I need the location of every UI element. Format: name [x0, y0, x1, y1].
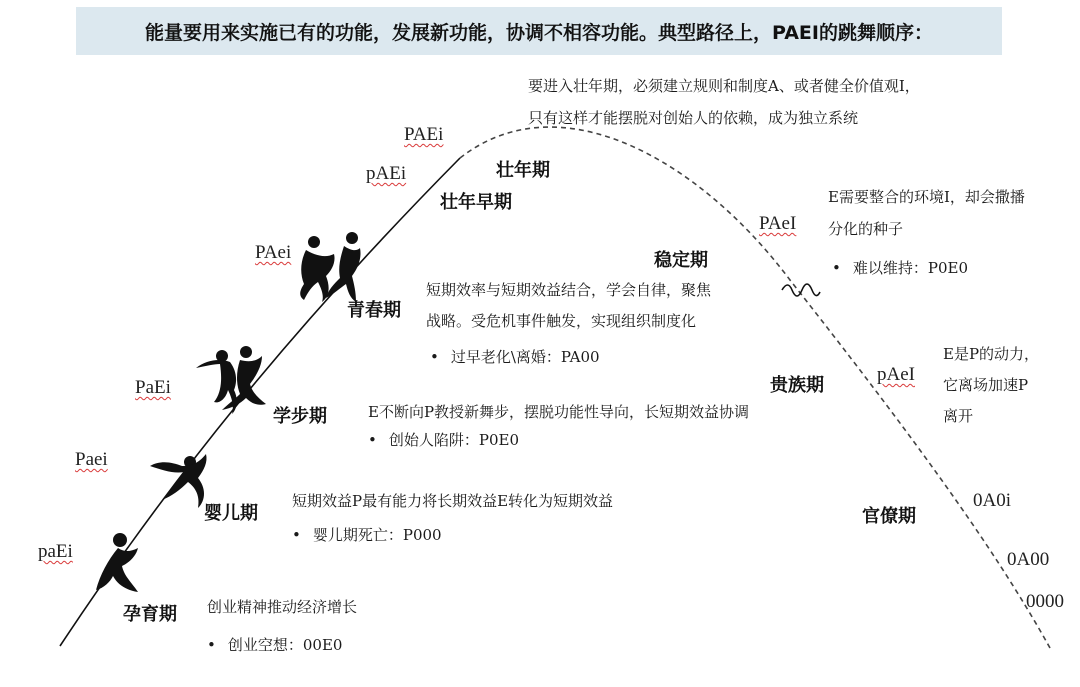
dancing-couple-icon [300, 232, 360, 302]
code-bureaucracy: 0A0i [973, 490, 1011, 511]
bullet-stable: • 难以维持：P0E0 [832, 257, 968, 278]
desc-stable-line-2: 分化的种子 [828, 220, 904, 238]
desc-aristocracy-line-3: 离开 [943, 407, 974, 425]
code-gogo: PaEi [135, 377, 171, 398]
stage-bureaucracy: 官僚期 [862, 506, 916, 527]
bullet-adolescence: • 过早老化\离婚：PA00 [430, 346, 600, 367]
desc-aristocracy-line-2: 它离场加速P [943, 376, 1029, 394]
stage-gogo: 学步期 [273, 406, 327, 427]
code-death: 0000 [1026, 591, 1064, 612]
bullet-infancy: • 婴儿期死亡：P000 [292, 524, 442, 545]
code-adolescence: PAei [255, 242, 292, 263]
header-banner: 能量要用来实施已有的功能，发展新功能，协调不相容功能。典型路径上，PAEI的跳舞顺序： [76, 7, 1002, 55]
code-infancy: Paei [75, 449, 108, 470]
code-prime: PAEi [404, 124, 444, 145]
stage-aristocracy: 贵族期 [770, 375, 824, 396]
stage-prime: 壮年期 [496, 160, 550, 181]
code-prime-early: pAEi [366, 163, 407, 184]
stage-courtship: 孕育期 [123, 604, 177, 625]
desc-aristocracy-line-1: E是P的动力， [943, 345, 1040, 363]
desc-infancy: 短期效益P最有能力将长期效益E转化为短期效益 [292, 492, 614, 510]
stage-infancy: 婴儿期 [204, 503, 258, 524]
two-dancers-icon [196, 346, 266, 414]
top-note-line-2: 只有这样才能摆脱对创始人的依赖，成为独立系统 [528, 109, 859, 127]
code-courtship: paEi [38, 541, 73, 562]
stage-stable: 稳定期 [654, 250, 708, 271]
bullet-gogo: • 创始人陷阱：P0E0 [368, 429, 519, 450]
desc-adolescence-line-1: 短期效率与短期效益结合，学会自律，聚焦 [426, 281, 712, 299]
bullet-courtship: • 创业空想：00E0 [207, 634, 342, 655]
desc-courtship: 创业精神推动经济增长 [207, 598, 358, 616]
code-aristocracy: pAeI [877, 364, 915, 385]
desc-stable-line-1: E需要整合的环境I，却会撒播 [828, 188, 1025, 206]
stage-adolescence: 青春期 [347, 300, 401, 321]
code-stable: PAeI [759, 213, 797, 234]
code-decline: 0A00 [1007, 549, 1050, 570]
stage-prime-early: 壮年早期 [440, 192, 512, 213]
desc-adolescence-line-2: 战略。受危机事件触发，实现组织制度化 [426, 312, 697, 330]
desc-gogo: E不断向P教授新舞步，摆脱功能性导向，长短期效益协调 [368, 403, 750, 421]
leaping-figure-icon [150, 454, 207, 508]
top-note-line-1: 要进入壮年期，必须建立规则和制度A、或者健全价值观I， [528, 77, 920, 95]
